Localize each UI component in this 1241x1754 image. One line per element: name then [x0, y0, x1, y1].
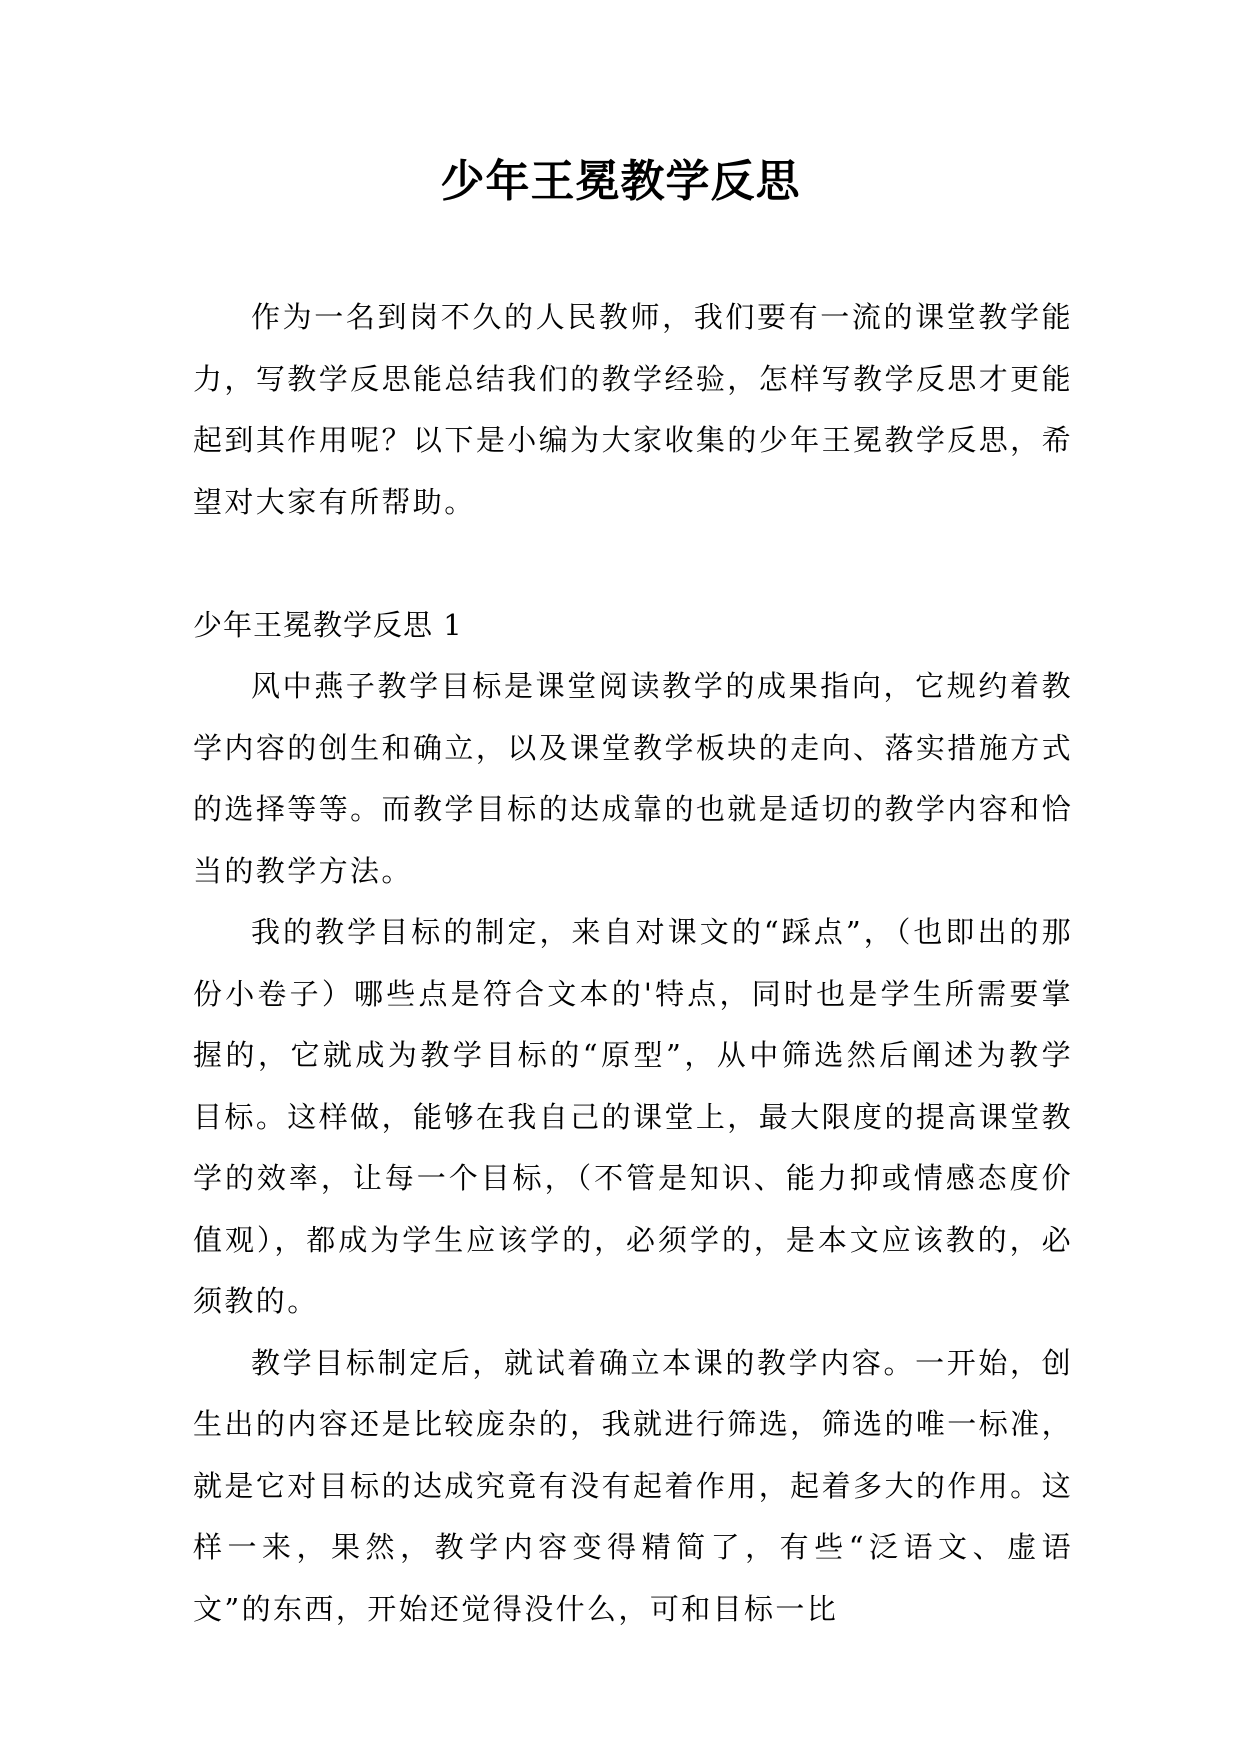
body-paragraph: 风中燕子教学目标是课堂阅读教学的成果指向，它规约着教学内容的创生和确立，以及课堂教学板块的走向、落实措施方式的选择等等。而教学目标的达成靠的也就是适切的教学内容和恰当的教学方法。 — [193, 669, 1073, 888]
intro-paragraph: 作为一名到岗不久的人民教师，我们要有一流的课堂教学能力，写教学反思能总结我们的教学经验，怎样写教学反思才更能起到其作用呢？以下是小编为大家收集的少年王冕教学反思，希望对大家有所帮助。 — [193, 300, 1073, 519]
document-title: 少年王冕教学反思 — [440, 156, 801, 207]
body-paragraph: 教学目标制定后，就试着确立本课的教学内容。一开始，创生出的内容还是比较庞杂的，我就进行筛选，筛选的唯一标准，就是它对目标的达成究竟有没有起着作用，起着多大的作用。这样一来，果然，教学内容变得精简了，有些“泛语文、虚语文”的东西，开始还觉得没什么，可和目标一比 — [193, 1345, 1073, 1626]
section-heading: 少年王冕教学反思 1 — [193, 607, 463, 642]
body-paragraph: 我的教学目标的制定，来自对课文的“踩点”，（也即出的那份小卷子）哪些点是符合文本的'特点，同时也是学生所需要掌握的，它就成为教学目标的“原型”，从中筛选然后阐述为教学目标。这样做，能够在我自己的课堂上，最大限度的提高课堂教学的效率，让每一个目标，（不管是知识、能力抑或情感态度价值观），都成为学生应该学的，必须学的，是本文应该教的，必须教的。 — [193, 915, 1073, 1318]
document-body — [193, 287, 1073, 1640]
